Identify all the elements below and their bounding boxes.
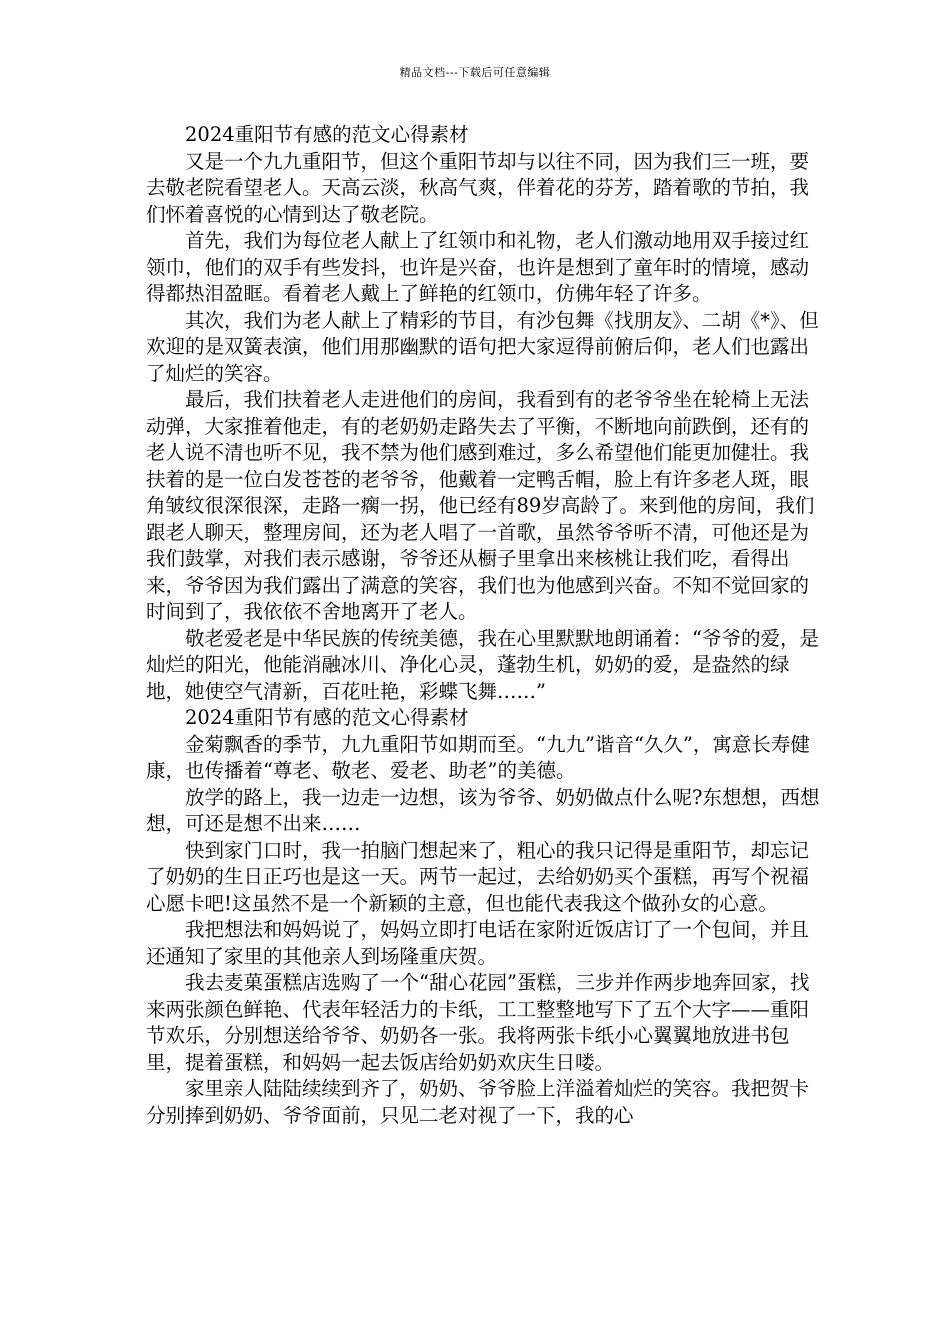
paragraph: 又是一个九九重阳节，但这个重阳节却与以往不同，因为我们三一班，要去敬老院看望老人。天高云淡，秋高气爽，伴着花的芬芳，踏着歌的节拍，我们怀着喜悦的心情到达了敬老院。: [146, 149, 810, 226]
paragraph: 家里亲人陆陆续续到齐了，奶奶、爷爷脸上洋溢着灿烂的笑容。我把贺卡分别捧到奶奶、爷爷面前，只见二老对视了一下，我的心: [146, 1077, 810, 1127]
paragraph: 放学的路上，我一边走一边想，该为爷爷、奶奶做点什么呢?东想想，西想想，可还是想不出来……: [146, 785, 820, 835]
paragraph: 其次，我们为老人献上了精彩的节目，有沙包舞《找朋友》、二胡《*》、但欢迎的是双簧表演，他们用那幽默的语句把大家逗得前俯后仰，老人们也露出了灿烂的笑容。: [146, 308, 819, 385]
paragraph: 金菊飘香的季节，九九重阳节如期而至。“九九”谐音“久久”，寓意长寿健康，也传播着“尊老、敬老、爱老、助老”的美德。: [146, 732, 810, 782]
paragraph: 首先，我们为每位老人献上了红领巾和礼物，老人们激动地用双手接过红领巾，他们的双手有些发抖，也许是兴奋，也许是想到了童年时的情境，感动得都热泪盈眶。看着老人戴上了鲜艳的红领巾，仿佛年轻了许多。: [146, 229, 810, 305]
paragraph: 最后，我们扶着老人走进他们的房间，我看到有的老爷爷坐在轮椅上无法动弹，大家推着他走，有的老奶奶走路失去了平衡，不断地向前跌倒，还有的老人说不清也听不见，我不禁为他们感到难过，多么希望他们能更加健壮。我扶着的是一位白发苍苍的老爷爷，他戴着一定鸭舌帽，脸上有许多老人斑，眼角皱纹很深很深，走路一瘸一拐，他已经有89岁高龄了。来到他的房间，我们跟老人聊天，整理房间，还为老人唱了一首歌，虽然爷爷听不清，可他还是为我们鼓掌，对我们表示感谢，爷爷还从橱子里拿出来核桃让我们吃，看得出来，爷爷因为我们露出了满意的笑容，我们也为他感到兴奋。不知不觉回家的时间到了，我依依不舍地离开了老人。: [146, 388, 815, 623]
document-body: [146, 122, 826, 1129]
page-header: 精品文档---下载后可任意编辑: [399, 66, 551, 79]
paragraph: 敬老爱老是中华民族的传统美德，我在心里默默地朗诵着：“爷爷的爱，是灿烂的阳光，他能消融冰川、净化心灵，蓬勃生机，奶奶的爱，是盎然的绿地，她使空气清新，百花吐艳，彩蝶飞舞……”: [146, 626, 819, 703]
article-title: 2024重阳节有感的范文心得素材: [185, 123, 469, 146]
paragraph: 我去麦菓蛋糕店选购了一个“甜心花园”蛋糕，三步并作两步地奔回家，找来两张颜色鲜艳、代表年轻活力的卡纸，工工整整地写下了五个大字——重阳节欢乐，分别想送给爷爷、奶奶各一张。我将两张卡纸小心翼翼地放进书包里，提着蛋糕，和妈妈一起去饭店给奶奶欢庆生日喽。: [146, 971, 810, 1074]
paragraph: 我把想法和妈妈说了，妈妈立即打电话在家附近饭店订了一个包间，并且还通知了家里的其他亲人到场隆重庆贺。: [146, 918, 810, 968]
paragraph: 快到家门口时，我一拍脑门想起来了，粗心的我只记得是重阳节，却忘记了奶奶的生日正巧也是这一天。两节一起过，去给奶奶买个蛋糕，再写个祝福心愿卡吧!这虽然不是一个新颖的主意，但也能代表我这个做孙女的心意。: [146, 838, 810, 915]
article-title: 2024重阳节有感的范文心得素材: [185, 706, 469, 729]
